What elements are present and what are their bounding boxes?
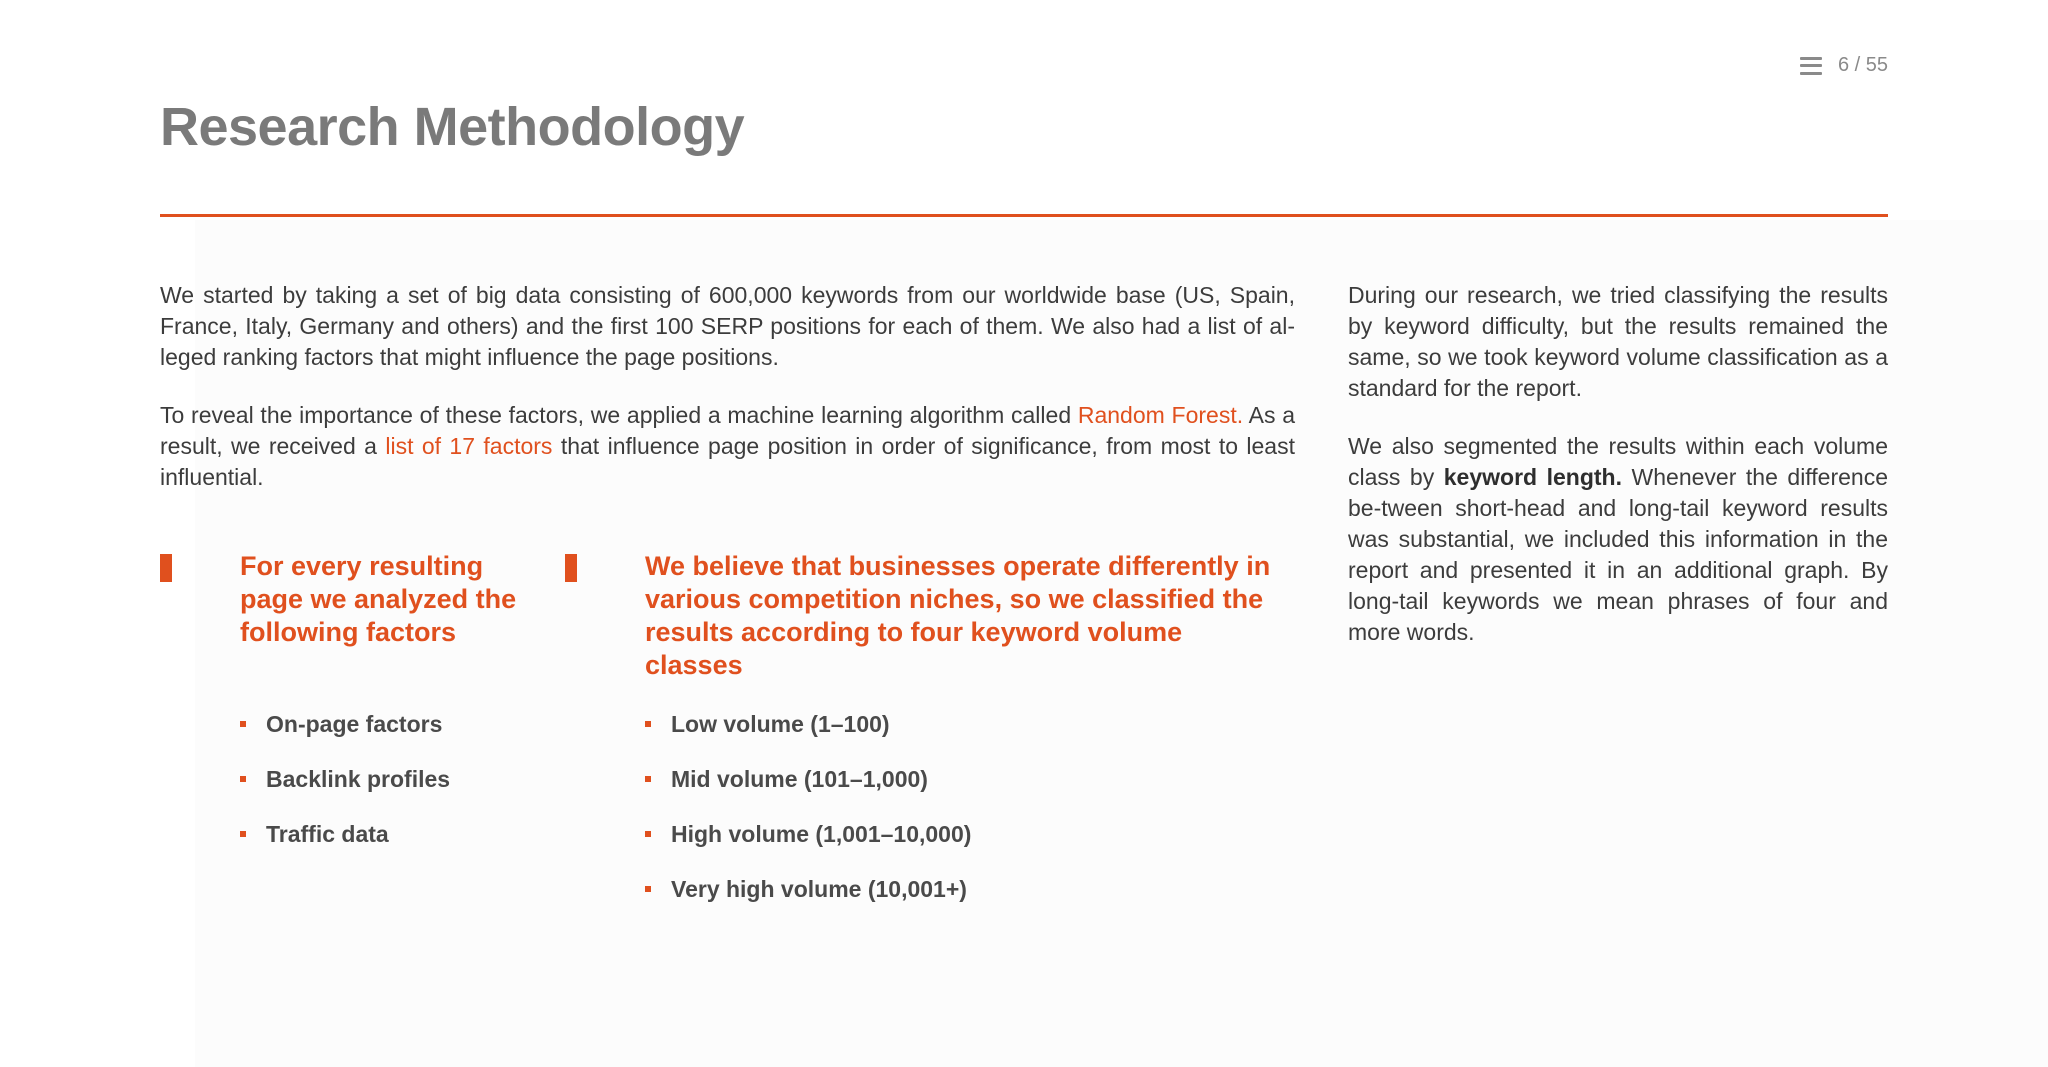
bullet-square-icon xyxy=(240,721,246,727)
keyword-length-emphasis: keyword length. xyxy=(1443,464,1622,490)
list-item-label: Low volume (1–100) xyxy=(671,711,890,737)
right-text-column xyxy=(1348,280,1888,675)
method-text-end: that influence page position in order of significance, from most to least influential. xyxy=(160,433,1295,490)
title-divider xyxy=(160,214,1888,217)
slide-navigation xyxy=(1800,54,1888,77)
method-text-start: To reveal the importance of these factors, we applied a machine learning algorithm called xyxy=(160,402,1078,428)
bullet-square-icon xyxy=(645,831,651,837)
list-item xyxy=(645,765,971,820)
random-forest-link[interactable]: Random Forest. xyxy=(1077,402,1244,428)
volume-classes-list xyxy=(645,710,971,930)
hamburger-menu-icon[interactable] xyxy=(1800,57,1822,75)
factors-list xyxy=(240,710,450,875)
list-item xyxy=(645,820,971,875)
method-text-middle: As a result, we received a xyxy=(160,402,1295,459)
bullet-square-icon xyxy=(645,721,651,727)
left-text-column xyxy=(160,280,1295,520)
segmentation-text-end: Whenever the difference be-tween short-head and long-tail keyword results was substantial, we included this information in the report and presented it in an additional graph. By long-tail keywords we mean phrases of four and more words. xyxy=(1348,464,1888,645)
list-item xyxy=(645,875,971,930)
list-item-label: Very high volume (10,001+) xyxy=(671,876,967,902)
list-item xyxy=(240,820,450,875)
method-paragraph xyxy=(160,400,1295,493)
list-item-label: Backlink profiles xyxy=(266,766,451,792)
classification-paragraph: During our research, we tried classifying the results by keyword difficulty, but the results remained the same, so we took keyword volume classification as a standard for the report. xyxy=(1348,282,1888,401)
page-counter: 6 / 55 xyxy=(1837,54,1888,76)
list-item-label: On-page factors xyxy=(266,711,443,737)
segmentation-paragraph xyxy=(1348,431,1888,648)
list-item-label: Traffic data xyxy=(266,821,389,847)
bullet-square-icon xyxy=(645,886,651,892)
volume-classes-callout-heading: We believe that businesses operate differently in various competition niches, so we classified the results according to four keyword volume classes xyxy=(645,551,1271,680)
intro-paragraph: We started by taking a set of big data consisting of 600,000 keywords from our worldwide base (US, Spain, France, Italy, Germany and others) and the first 100 SERP positions for each of them. We also had a list of al-leged ranking factors that might influence the page positions. xyxy=(160,282,1295,370)
bullet-square-icon xyxy=(240,776,246,782)
callout-marker xyxy=(160,554,172,582)
bullet-square-icon xyxy=(240,831,246,837)
list-item-label: High volume (1,001–10,000) xyxy=(671,821,972,847)
callout-marker xyxy=(565,554,577,582)
list-item xyxy=(240,710,450,765)
list-item-label: Mid volume (101–1,000) xyxy=(671,766,928,792)
bullet-square-icon xyxy=(645,776,651,782)
list-item xyxy=(645,710,971,765)
page-title: Research Methodology xyxy=(160,97,745,157)
factors-callout-heading: For every resulting page we analyzed the following factors xyxy=(240,551,517,647)
segmentation-text-start: We also segmented the results within each volume class by xyxy=(1348,433,1888,490)
list-item xyxy=(240,765,450,820)
factors-list-link[interactable]: list of 17 factors xyxy=(385,433,553,459)
